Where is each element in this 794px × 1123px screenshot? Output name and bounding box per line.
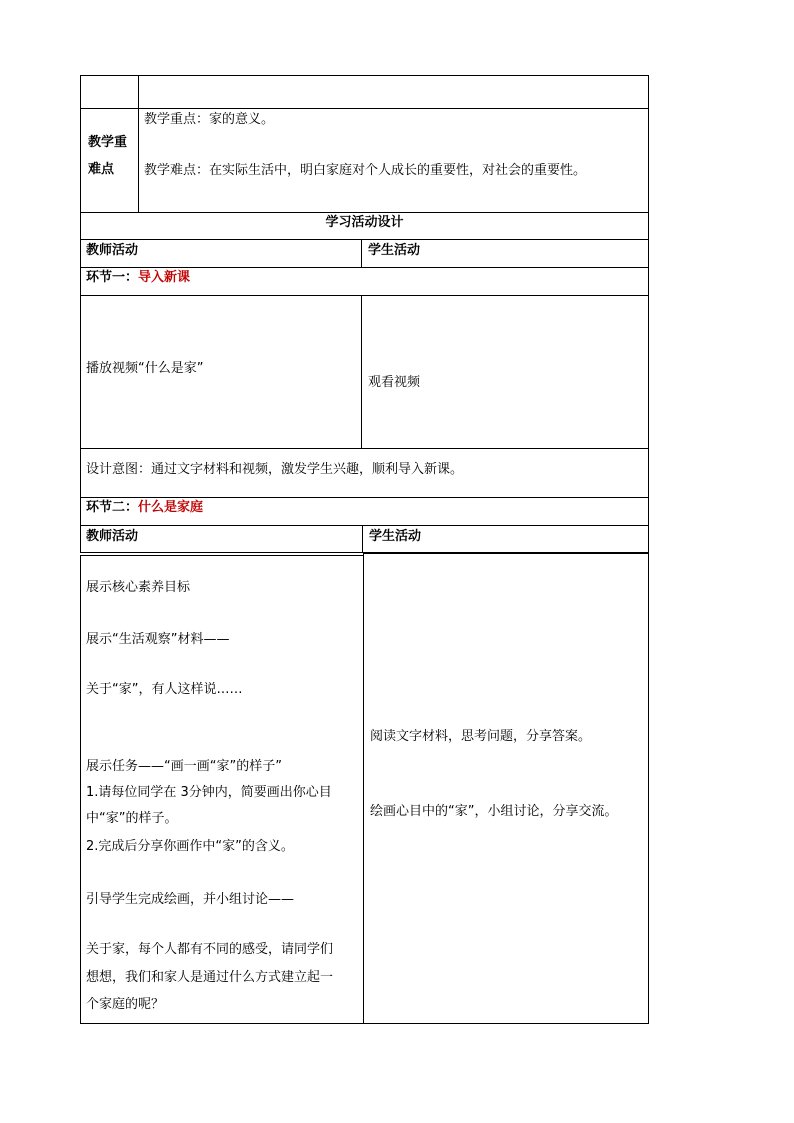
section2-teacher-line: 2.完成后分享你画作中“家”的含义。: [86, 839, 294, 854]
header-divider-2: [362, 525, 363, 553]
teacher-header-2: 教师活动: [86, 529, 139, 544]
section2-teacher-line: 展示核心素养目标: [86, 580, 191, 595]
section1-student-text: 观看视频: [368, 375, 421, 390]
section1-divider: [361, 295, 362, 449]
section2-prefix: 环节二：: [86, 500, 139, 515]
section2-teacher-line: 想想，我们和家人是通过什么方式建立起一: [86, 970, 334, 985]
section1-prefix: 环节一：: [86, 270, 139, 285]
header-row-2: [80, 525, 649, 553]
section1-name: 导入新课: [138, 270, 191, 285]
section1-teacher-text: 播放视频“什么是家”: [86, 361, 204, 376]
section2-title: [86, 500, 203, 516]
key-difficulty-label-cell: [80, 108, 139, 213]
design-title: 学习活动设计: [325, 215, 404, 230]
teacher-header-1: 教师活动: [86, 243, 139, 258]
section2-teacher-line: 1.请每位同学在 3分钟内，简要画出你心目: [86, 785, 332, 800]
section2-teacher-line: 个家庭的呢？: [86, 997, 165, 1012]
key-point-text: 教学重点：家的意义。: [144, 112, 275, 127]
section2-student-line: 阅读文字材料，思考问题，分享答案。: [370, 729, 592, 744]
header-divider-1: [361, 239, 362, 268]
section2-teacher-line: 中“家”的样子。: [86, 811, 178, 826]
empty-top-label-cell: [80, 75, 139, 109]
header-row-1: [80, 239, 649, 268]
section2-teacher-line: 展示任务——“画一画“家”的样子”: [86, 759, 282, 774]
empty-top-row: [80, 75, 649, 109]
student-header-2: 学生活动: [369, 529, 422, 544]
section2-student-line: 绘画心目中的“家”，小组讨论，分享交流。: [370, 804, 618, 819]
section1-intent-text: 设计意图：通过文字材料和视频，激发学生兴趣，顺利导入新课。: [86, 462, 464, 477]
section2-teacher-line: 引导学生完成绘画，并小组讨论——: [86, 892, 295, 907]
key-difficulty-label-line1: 教学重: [88, 135, 128, 150]
section2-teacher-line: 关于家，每个人都有不同的感受，请同学们: [86, 942, 334, 957]
student-header-1: 学生活动: [368, 243, 421, 258]
section2-teacher-line: 关于“家”，有人这样说……: [86, 682, 243, 697]
section1-title: [86, 270, 190, 286]
key-difficulty-label-line2: 难点: [88, 162, 115, 177]
section2-teacher-line: 展示“生活观察”材料——: [86, 632, 230, 647]
difficulty-text: 教学难点：在实际生活中，明白家庭对个人成长的重要性，对社会的重要性。: [144, 163, 587, 178]
section2-name: 什么是家庭: [138, 500, 204, 515]
section2-student-cell: [363, 553, 649, 1024]
